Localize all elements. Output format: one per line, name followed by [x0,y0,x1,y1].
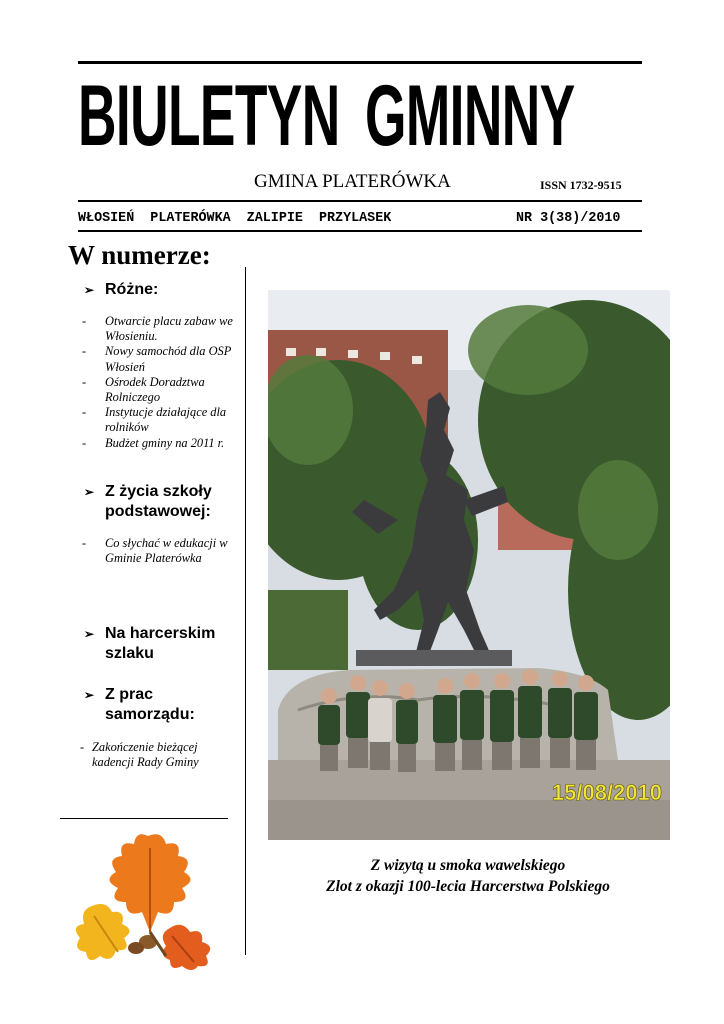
toc-end-rule [60,818,228,819]
toc-section-label: Na harcerskim szlaku [105,625,216,662]
masthead-top-rule [78,61,642,64]
toc-item: - Nowy samochód dla OSP Włosień [82,344,232,374]
toc-section-label: Z prac samorządu: [105,686,195,723]
caption-line-1: Z wizytą u smoka wawelskiego [370,857,566,874]
toc-item-list [80,740,232,770]
toc-item: - Budżet gminy na 2011 r. [82,435,225,450]
toc-item: - Co słychać w edukacji w Gminie Platerówka [82,536,228,566]
toc-section-label: Z życia szkoły podstawowej: [105,483,212,520]
oak-leaves-icon [70,828,220,974]
toc-item-list [82,314,235,451]
village-list: WŁOSIEŃ PLATERÓWKA ZALIPIE PRZYLASEK [78,211,392,226]
arrowhead-icon: ➢ [84,688,95,702]
cover-photo [268,290,670,840]
publisher-name: GMINA PLATERÓWKA [254,171,451,192]
toc-section-harcerstwo [84,624,235,664]
arrowhead-icon: ➢ [84,627,95,641]
toc-section-rozne [84,280,235,300]
toc-item: - Zakończenie bieżącej kadencji Rady Gminy [80,740,199,770]
column-divider [245,267,246,955]
masthead-bottom-rule [78,230,642,232]
toc-section-szkola [84,482,235,522]
masthead-title: BIULETYN GMINNY [78,68,575,164]
caption-line-2: Zlot z okazji 100-lecia Harcerstwa Polskiego [326,878,610,895]
photo-caption [262,855,674,897]
arrowhead-icon: ➢ [84,283,95,297]
toc-item-list [82,536,235,566]
toc-heading: W numerze: [68,240,211,270]
toc-section-label: Różne: [105,281,159,298]
masthead-middle-rule [78,200,642,202]
toc-item: - Otwarcie placu zabaw we Włosieniu. [82,314,233,344]
arrowhead-icon: ➢ [84,485,95,499]
toc-section-samorzad [84,685,235,725]
toc-item: - Instytucje działające dla rolników [82,405,227,435]
photo-date-stamp: 15/08/2010 [551,780,662,805]
toc-item: - Ośrodek Doradztwa Rolniczego [82,374,205,405]
issue-number: NR 3(38)/2010 [516,211,621,226]
issn-number: ISSN 1732-9515 [540,178,622,192]
